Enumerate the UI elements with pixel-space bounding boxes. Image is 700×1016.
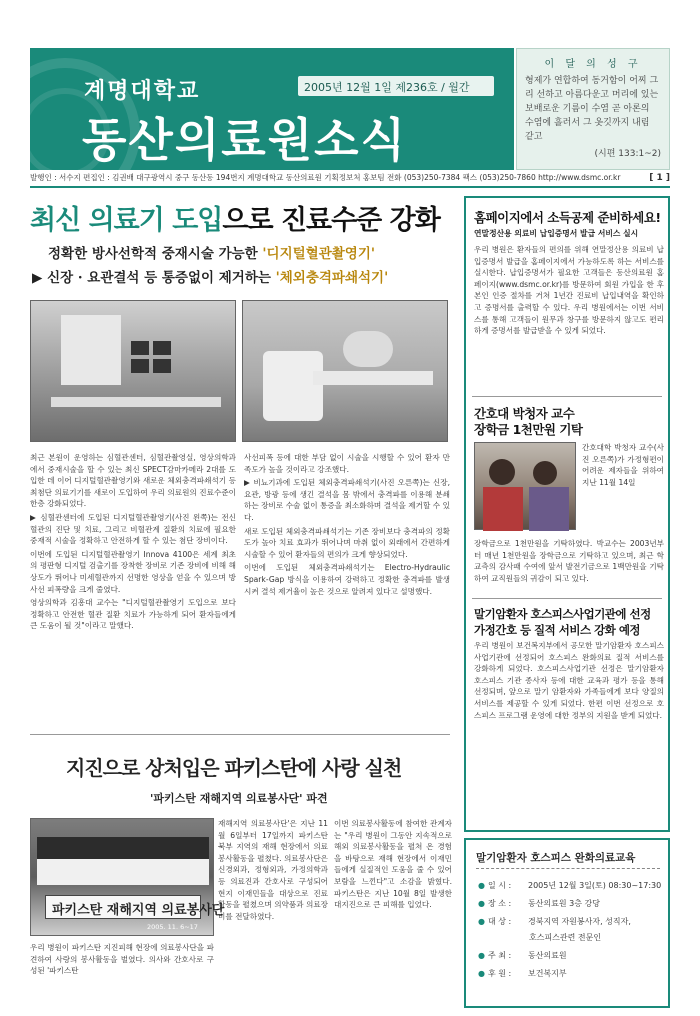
main-headline-highlight: 최신 의료기 도입 [30, 205, 223, 236]
pakistan-subheadline: '파키스탄 재해지역 의료봉사단' 파견 [150, 792, 328, 805]
sidebar-article-3: 우리 병원이 보건복지부에서 공모한 말기암환자 호스피스사업기관에 선정되어 호스피스 완화의료 질적 서비스를 강화하게 되었다. 호스피스사업기관 선정은 말기암환자 호스피스 기관 종사자 등에 대한 교육과 평가 등을 통해 선정되며, 앞으로 말기 암환자와 가족들에게 보다 양질의 서비스를 제공할 수 있게 되었다. 한편 이번 선정으로 호스피스 프로그램 운영에 대한 정부의 지원을 받게 되었다. [474, 641, 664, 720]
main-article-column-1 [30, 452, 236, 730]
publisher-info-bar [30, 172, 670, 188]
sub1-accent: '디지털혈관촬영기' [262, 246, 376, 262]
publisher-info: 발행인 : 서수지 편집인 : 김권배 대구광역시 중구 동산동 194번지 계명대학교 동산의료원 기획정보처 홍보팀 전화 (053)250-7384 팩스 (053)250-7860 http://www.dsmc.or.kr [30, 173, 621, 182]
divider [30, 734, 450, 735]
medical-volunteer-group-photo [30, 818, 225, 936]
paragraph: 영상의학과 김흥대 교수는 "디지털혈관촬영기 도입으로 보다 정확하고 안전한 혈관 질환 치료가 가능하게 되어 환자들에게 큰 도움이 될 것"이라고 말했다. [30, 598, 236, 631]
sidebar-headline-3: 말기암환자 호스피스사업기관에 선정 [474, 607, 651, 621]
education-row: ● 대 상 : 경북지역 자원봉사자, 성직자, [478, 917, 631, 926]
verse-of-month [516, 48, 670, 170]
sub2-arrow-icon: ▶ [32, 270, 48, 286]
sub2-accent: '체외충격파쇄석기' [275, 270, 389, 286]
angiography-machine-photo [30, 300, 236, 442]
main-headline [30, 198, 460, 237]
sidebar-article-2-side: 간호대학 박청자 교수(사진 오른쪽)가 가정형편이 어려운 제자들을 위하여 지난 11월 14일 [582, 443, 664, 487]
bullet-icon: ● [478, 917, 485, 926]
bullet-icon: ● [478, 899, 485, 908]
divider [472, 598, 662, 599]
news-sidebar [464, 196, 670, 832]
paragraph: ▶ 심혈관센터에 도입된 디지털혈관촬영기(사진 왼쪽)는 전신 혈관의 진단 및 치료, 그리고 비혈관계 질환의 치료에 필요한 중재적 시술을 정확하고 안전하게 할 수 있는 첨단 장비이다. [30, 512, 236, 546]
bullet-icon: ● [478, 951, 485, 960]
sidebar-article-2: 장학금으로 1천만원을 기탁하였다. 박교수는 2003년부터 매년 1천만원을 장학금으로 기탁하고 있으며, 최근 학교측의 감사패 수여에 앞서 발전기금으로 1백만원을 기탁하여 교직원들의 귀감이 되고 있다. [474, 539, 664, 583]
verse-title: 이 달 의 성 구 [544, 59, 642, 70]
main-subheadline-1 [48, 242, 375, 262]
main-subheadline-2 [32, 266, 388, 286]
education-title: 말기암환자 호스피스 완화의료교육 [476, 852, 636, 864]
sidebar-headline-2: 간호대 박청자 교수 [474, 406, 575, 421]
sub2-text: 신장 · 요관결석 등 통증없이 제거하는 [47, 270, 276, 286]
education-row: ● 장 소 : 동산의료원 3층 강당 [478, 899, 600, 908]
volunteer-banner: 파키스탄 재해지역 의료봉사단 [45, 895, 201, 919]
divider [476, 868, 660, 869]
verse-reference: (시편 133:1~2) [594, 149, 661, 159]
pakistan-article-column-3: 이번 의료봉사활동에 참여한 관계자는 "우리 병원이 그동안 지속적으로 해외 의료봉사활동을 펼쳐 온 경험을 바탕으로 재해 현장에서 이재민들에게 실질적인 도움을 줄 수 있어 보람을 느낀다"고 소감을 밝혔다. 파키스탄은 지난 10월 8일 발생한 대지진으로 큰 피해를 입었다. [334, 819, 452, 910]
newsletter-title: 동산의료원소식 [82, 113, 408, 167]
sidebar-headline-2b: 장학금 1천만원 기탁 [474, 422, 583, 437]
sidebar-subheadline-1: 연말정산용 의료비 납입증명서 발급 서비스 실시 [474, 229, 639, 238]
university-name: 계명대학교 [84, 79, 201, 104]
masthead-banner [30, 48, 514, 170]
issue-info: 2005년 12월 1일 제236호 / 월간 [298, 76, 494, 96]
scholarship-donation-photo [474, 442, 576, 530]
paragraph: 새로 도입된 체외충격파쇄석기는 기존 장비보다 충격파의 정확도가 높아 치료 효과가 뛰어나며 마취 없이 외래에서 간편하게 시술할 수 있어 환자들의 편의가 크게 향상되었다. [244, 526, 450, 559]
pakistan-article-column-2: 재해지역 의료봉사단'은 지난 11월 6일부터 17일까지 파키스탄 북부 지역의 재해 현장에서 의료봉사활동을 펼쳤다. 의료봉사단은 신경외과, 정형외과, 가정의학과 등 의료진과 간호사로 구성되어 현지 이재민들을 대상으로 진료 활동을 펼쳤으며 의약품과 의료장비를 전달하였다. [218, 819, 328, 921]
education-row: 호스피스관련 전문인 [529, 933, 602, 942]
divider [472, 396, 662, 397]
pakistan-article-column-1: 우리 병원이 파키스탄 지진피해 현장에 의료봉사단을 파견하여 사랑의 봉사활동을 벌였다. 의사와 간호사로 구성된 '파키스탄 [30, 943, 214, 976]
education-row: ● 일 시 : 2005년 12월 3일(토) 08:30~17:30 [478, 881, 662, 890]
sidebar-headline-1: 홈페이지에서 소득공제 준비하세요! [474, 210, 661, 225]
sidebar-article-1: 우리 병원은 환자들의 편의를 위해 연말정산용 의료비 납입증명서 발급을 홈페이지에서 가능하도록 하는 서비스를 실시한다. 납입증명서가 필요한 고객들은 동산의료원 홈페이지(www.dsmc.or.kr)를 방문하여 회원 가입을 한 후 본인 인증 절차를 거쳐 1년간 진료비 납입내역을 확인하고 증명서를 출력할 수 있다. 우리 병원에서는 이번 서비스를 통해 고객들이 원무과 창구를 방문하지 않고도 편리하게 증명서를 발급받을 수 있게 되었다. [474, 245, 664, 336]
paragraph: 이번에 도입된 디지털혈관촬영기 Innova 4100은 세계 최초의 평판형 디지털 검출기를 장착한 장비로 기존 장비에 비해 해상도가 뛰어나 미세혈관까지 선명한 영상을 얻을 수 있으며 방사선 피폭량을 크게 줄였다. [30, 549, 236, 594]
bullet-icon: ● [478, 969, 485, 978]
bullet-icon: ● [478, 881, 485, 890]
sidebar-headline-3b: 가정간호 등 질적 서비스 강화 예정 [474, 623, 641, 637]
masthead [30, 48, 670, 170]
hospice-education-notice [464, 838, 670, 1008]
page-number: [ 1 ] [649, 173, 670, 183]
main-headline-rest: 으로 진료수준 강화 [222, 205, 440, 236]
verse-text: 형제가 연합하여 동거함이 어찌 그리 선하고 아름다운고 머리에 있는 보배로운 기름이 수염 곧 아론의 수염에 흘러서 그 옷깃까지 내림 같고 [525, 76, 659, 142]
paragraph: 이번에 도입된 체외충격파쇄석기는 Electro-Hydraulic Spark-Gap 방식을 이용하여 강력하고 정확한 충격파를 발생시켜 결석 제거율이 높은 것으로 알려져 있다고 설명했다. [244, 563, 450, 596]
paragraph: ▶ 비뇨기과에 도입된 체외충격파쇄석기(사진 오른쪽)는 신장, 요관, 방광 등에 생긴 결석을 몸 밖에서 충격파를 이용해 분쇄하는 장비로 수술 없이 통증을 최소화하며 결석을 제거할 수 있다. [244, 478, 450, 522]
pakistan-headline: 지진으로 상처입은 파키스탄에 사랑 실천 [66, 756, 402, 780]
paragraph: 최근 본원이 운영하는 심혈관센터, 심혈관촬영실, 영상의학과에서 중재시술을 할 수 있는 최신 SPECT감마카메라 2대를 도입한 데 이어 디지털혈관촬영기와 새로운 체외충격파쇄석기 등 최첨단 의료기기를 새로이 도입하여 우리 의료원의 진료수준이 한층 강화되었다. [30, 453, 236, 509]
lithotripter-machine-photo [242, 300, 448, 442]
volunteer-banner-date: 2005. 11. 6~17 [147, 923, 198, 931]
main-article-column-2 [244, 452, 450, 730]
paragraph: 사선피폭 등에 대한 부담 없이 시술을 시행할 수 있어 환자 만족도가 높을 것이라고 강조했다. [244, 453, 450, 474]
education-row: ● 주 최 : 동산의료원 [478, 951, 567, 960]
sub1-text: 정확한 방사선학적 중재시술 가능한 [48, 246, 263, 262]
education-row: ● 후 원 : 보건복지부 [478, 969, 567, 978]
